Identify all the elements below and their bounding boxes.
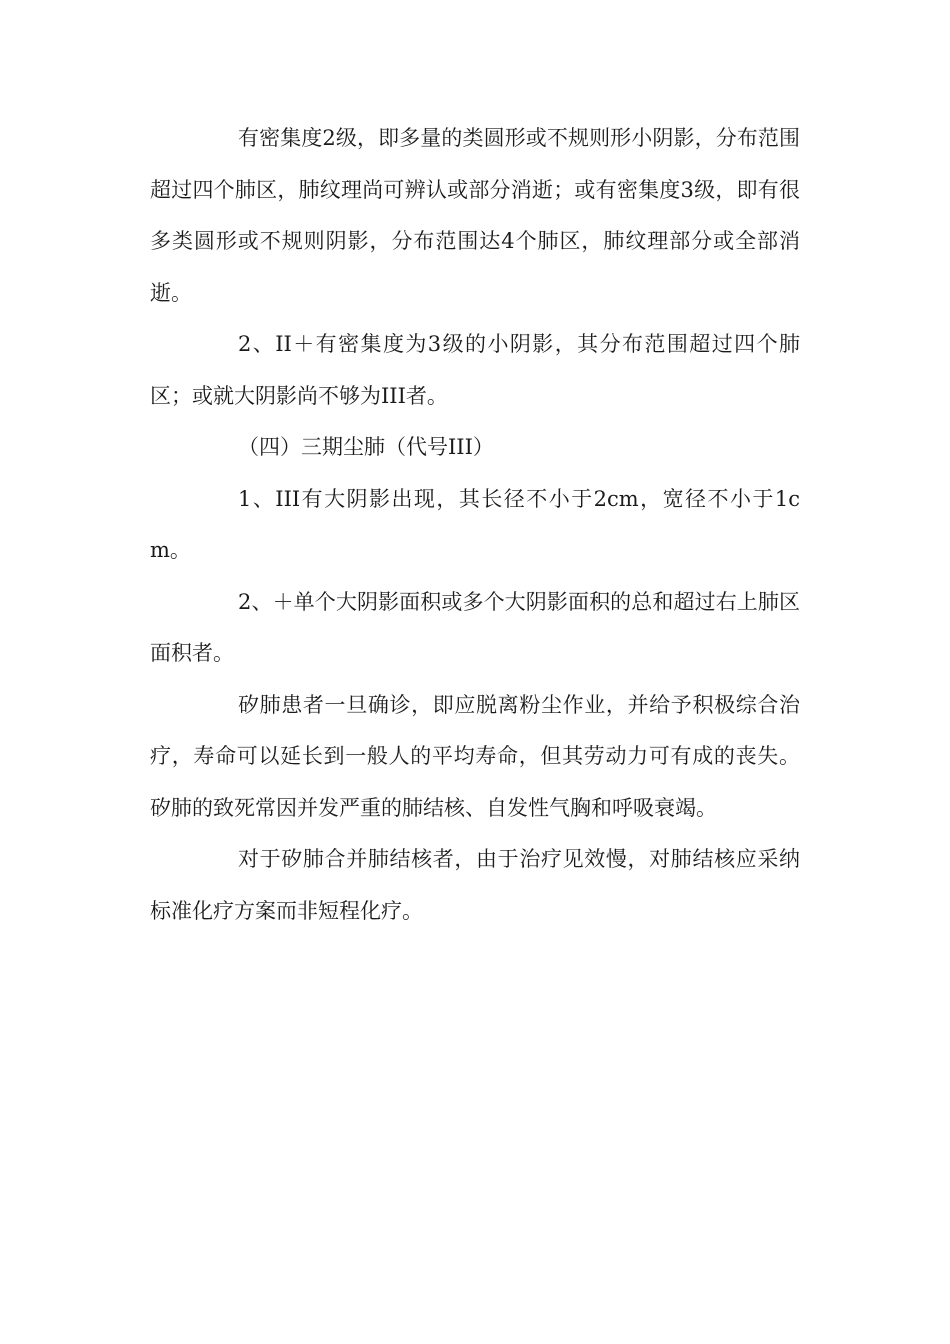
document-body bbox=[150, 113, 800, 937]
paragraph-treatment: 矽肺患者一旦确诊，即应脱离粉尘作业，并给予积极综合治疗，寿命可以延长到一般人的平均寿命，但其劳动力可有成的丧失。矽肺的致死常因并发严重的肺结核、自发性气胸和呼吸衰竭。 bbox=[150, 692, 800, 820]
paragraph-density-grade: 有密集度2级，即多量的类圆形或不规则形小阴影，分布范围超过四个肺区，肺纹理尚可辨认或部分消逝；或有密集度3级，即有很多类圆形或不规则阴影，分布范围达4个肺区，肺纹理部分或全部消逝。 bbox=[150, 126, 800, 305]
paragraph-stage-three-item-2: 2、＋单个大阴影面积或多个大阴影面积的总和超过右上肺区面积者。 bbox=[150, 589, 800, 665]
paragraph-stage-three-item-1: 1、III有大阴影出现，其长径不小于2cm，宽径不小于1cm。 bbox=[150, 486, 800, 562]
paragraph-tuberculosis: 对于矽肺合并肺结核者，由于治疗见效慢，对肺结核应采纳标准化疗方案而非短程化疗。 bbox=[150, 847, 800, 923]
section-heading-stage-three: （四）三期尘肺（代号III） bbox=[238, 435, 494, 459]
paragraph-stage-two-plus: 2、II＋有密集度为3级的小阴影，其分布范围超过四个肺区；或就大阴影尚不够为III者。 bbox=[150, 332, 800, 408]
